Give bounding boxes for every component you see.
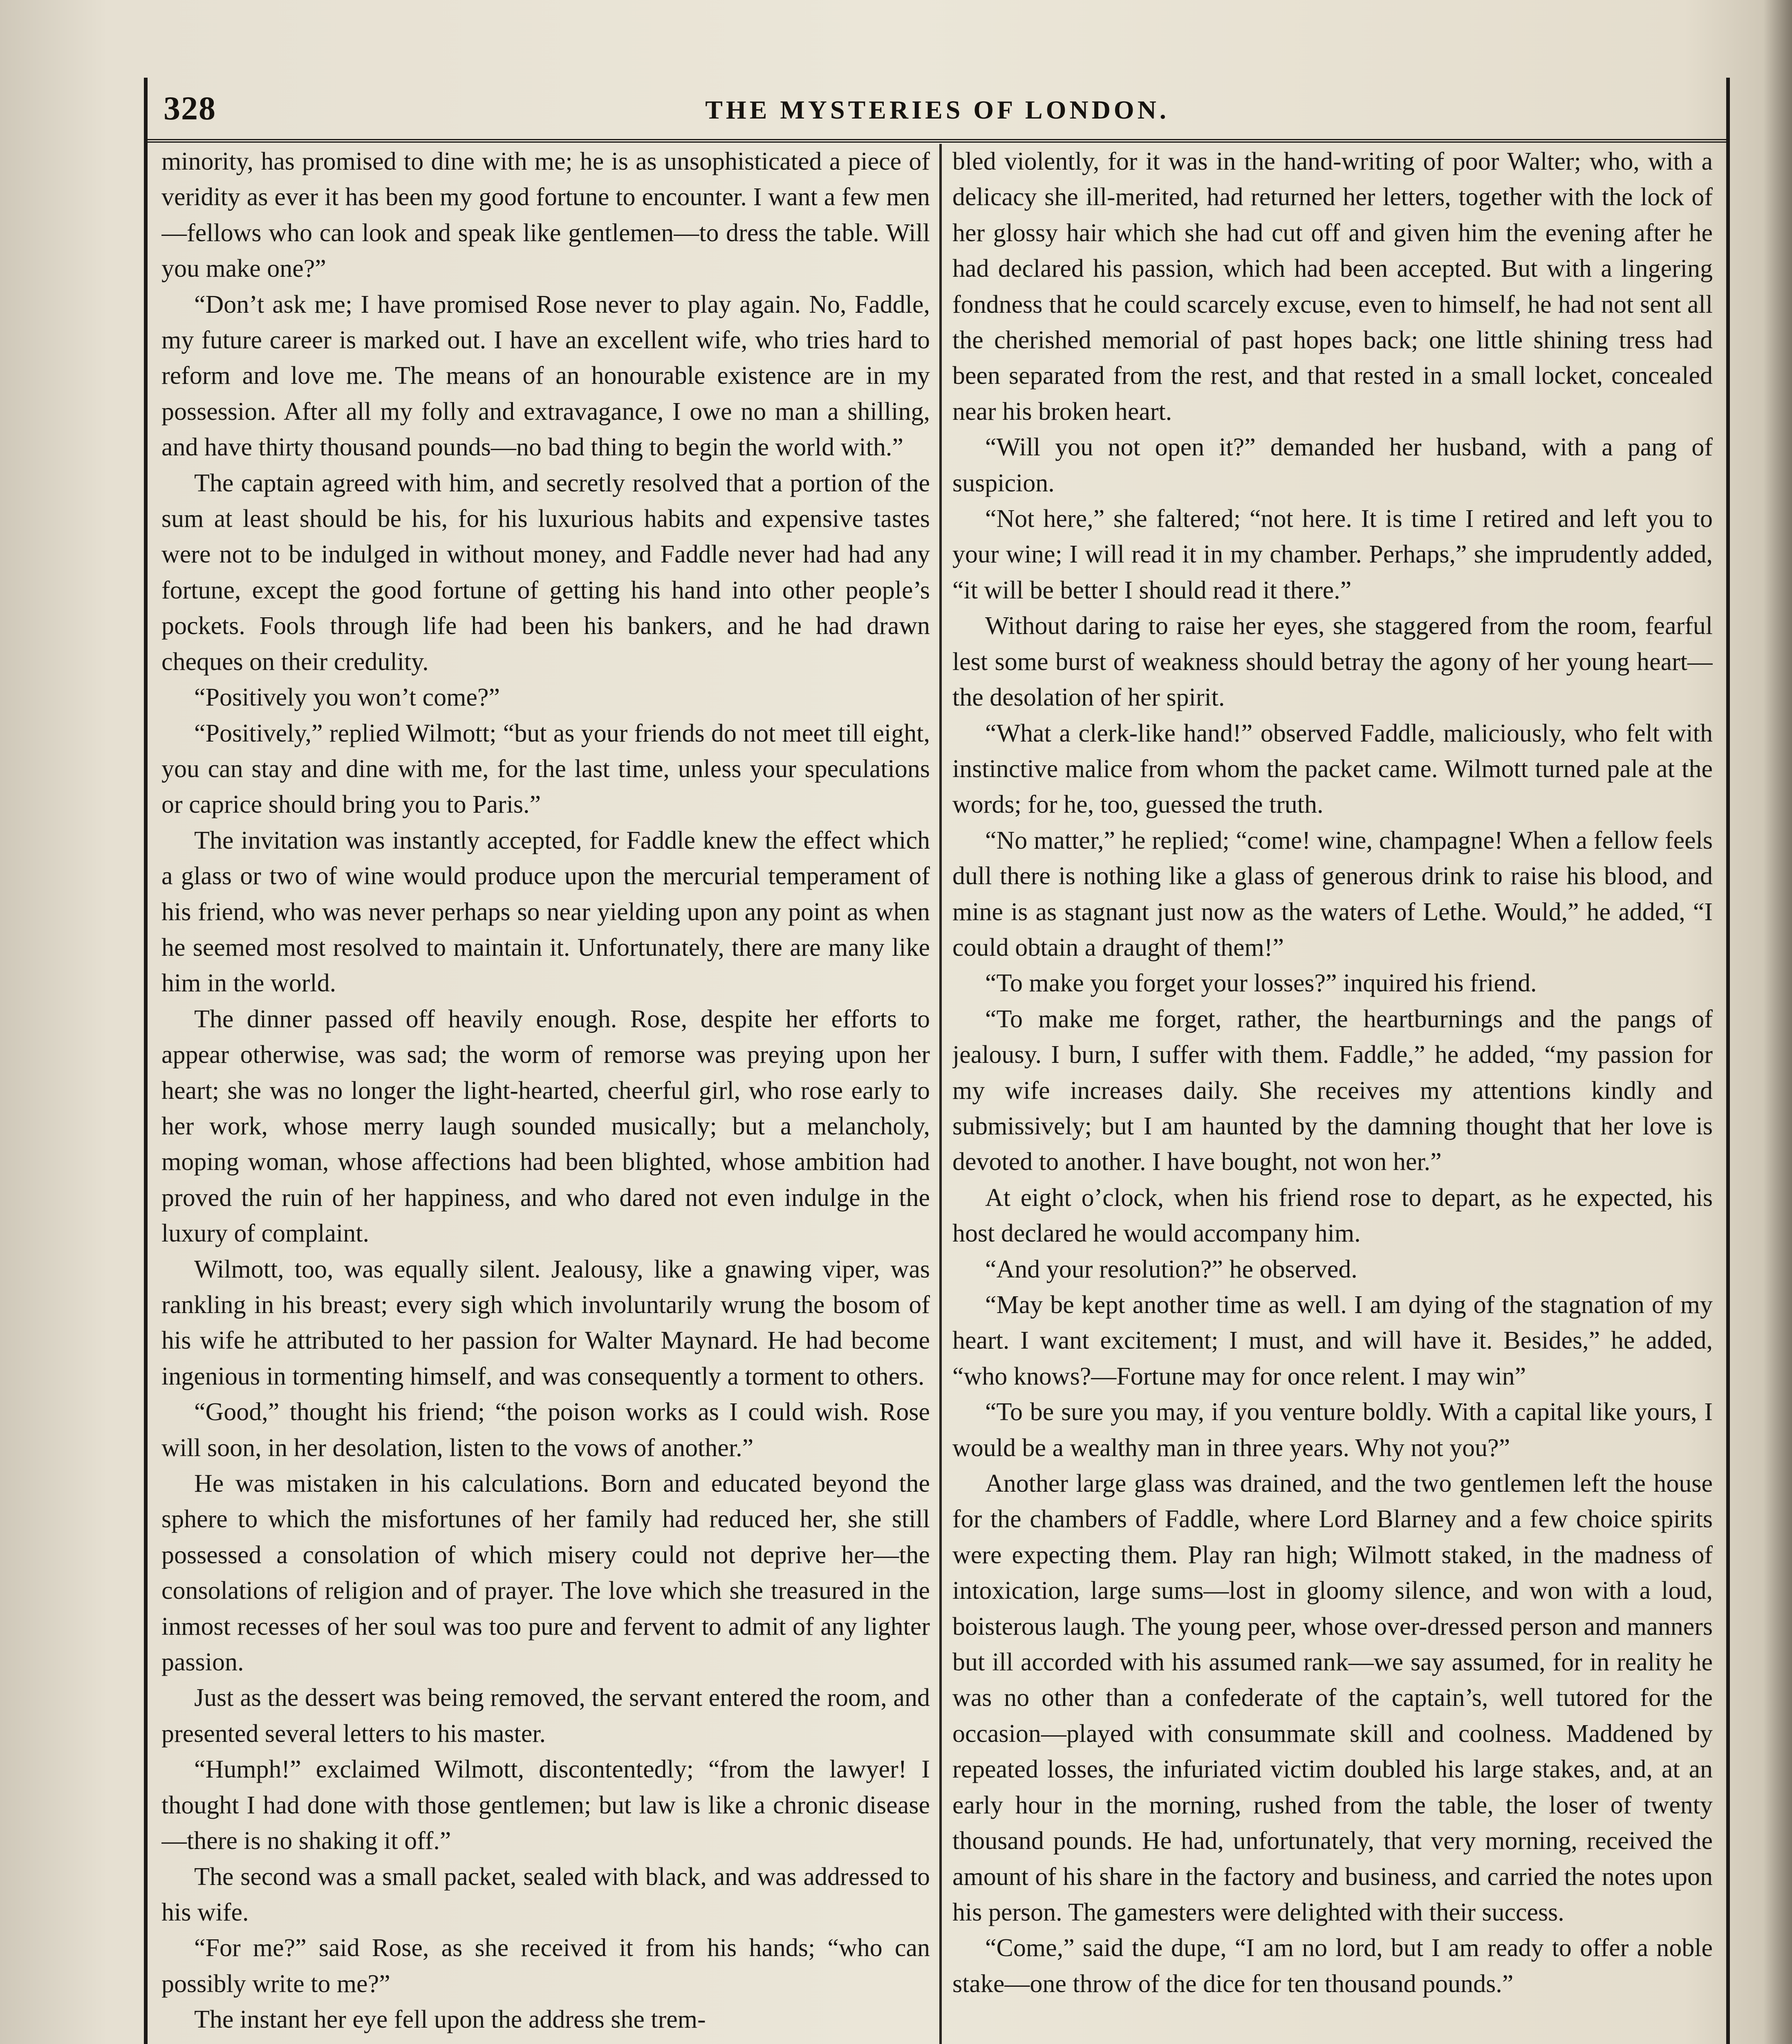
running-title: THE MYSTERIES OF LONDON. <box>705 95 1169 124</box>
paragraph: “Humph!” exclaimed Wilmott, discontentedly; “from the lawyer! I thought I had done with those gentlemen; but law is like a chronic disease—there is no shaking it off.” <box>161 1755 930 1855</box>
paragraph: Another large glass was drained, and the two gentlemen left the house for the chambers of Faddle, where Lord Blarney and a few choice spirits were expecting them. Play ran high; Wilmott staked, in the madness of intoxication, large sums—lost in gloomy silence, and won with a loud, boisterous laugh. The young peer, whose over-dressed person and manners but ill accorded with his assumed rank—we say assumed, for in reality he was no other than a confederate of the captain’s, well tutored for the occasion—played with consummate skill and coolness. Maddened by repeated losses, the infuriated victim doubled his large stakes, and, at an early hour in the morning, rushed from the table, the loser of twenty thousand pounds. He had, unfortunately, that very morning, received the amount of his share in the factory and business, and carried the notes upon his person. The gamesters were delighted with their success. <box>952 1470 1713 1926</box>
paragraph: The dinner passed off heavily enough. Rose, despite her efforts to appear otherwise, was sad; the worm of remorse was preying upon her heart; she was no longer the light-hearted, cheerful girl, who rose early to her work, whose merry laugh sounded musically; but a melancholy, moping woman, whose affections had been blighted, whose ambition had proved the ruin of her happiness, and who dared not even indulge in the luxury of complaint. <box>161 1005 930 1248</box>
paragraph: “Good,” thought his friend; “the poison works as I could wish. Rose will soon, in her desolation, listen to the vows of another.” <box>161 1398 930 1462</box>
paragraph: “To make me forget, rather, the heartburnings and the pangs of jealousy. I burn, I suffer with them. Faddle,” he added, “my passion for my wife increases daily. She receives my attentions kindly and submissively; but I am haunted by the damning thought that her love is devoted to another. I have bought, not won her.” <box>952 1005 1713 1176</box>
paragraph: Without daring to raise her eyes, she staggered from the room, fearful lest some burst of weakness should betray the agony of her young heart—the desolation of her spirit. <box>952 612 1713 712</box>
paragraph: “For me?” said Rose, as she received it from his hands; “who can possibly write to me?” <box>161 1934 930 1998</box>
paragraph: “Not here,” she faltered; “not here. It is time I retired and left you to your wine; I will read it in my chamber. Perhaps,” she imprudently added, “it will be better I should read it there.” <box>952 505 1713 604</box>
paragraph: “To be sure you may, if you venture boldly. With a capital like yours, I would be a wealthy man in three years. Why not you?” <box>952 1398 1713 1462</box>
paragraph: The instant her eye fell upon the address she trem- <box>194 2006 706 2034</box>
paragraph: Wilmott, too, was equally silent. Jealousy, like a gnawing viper, was rankling in his breast; every sigh which involuntarily wrung the bosom of his wife he attributed to her passion for Walter Maynard. He had become ingenious in tormenting himself, and was consequently a torment to others. <box>161 1255 930 1390</box>
column-divider <box>939 144 942 2044</box>
paragraph: “What a clerk-like hand!” observed Faddle, maliciously, who felt with instinctive malice from whom the packet came. Wilmott turned pale at the words; for he, too, guessed the truth. <box>952 719 1713 819</box>
paragraph: “Positively,” replied Wilmott; “but as your friends do not meet till eight, you can stay and dine with me, for the last time, unless your speculations or caprice should bring you to Paris.” <box>161 719 930 819</box>
paragraph: “Will you not open it?” demanded her husband, with a pang of suspicion. <box>952 433 1713 497</box>
paragraph: At eight o’clock, when his friend rose to depart, as he expected, his host declared he would accompany him. <box>952 1183 1713 1248</box>
paragraph: “Don’t ask me; I have promised Rose never to play again. No, Faddle, my future career is marked out. I have an excellent wife, who tries hard to reform and love me. The means of an honourable existence are in my possession. After all my folly and extravagance, I owe no man a shilling, and have thirty thousand pounds—no bad thing to begin the world with.” <box>161 290 930 462</box>
paragraph: “Positively you won’t come?” <box>194 684 500 712</box>
paragraph: “May be kept another time as well. I am dying of the stagnation of my heart. I want excitement; I must, and will have it. Besides,” he added, “who knows?—Fortune may for once relent. I may win” <box>952 1291 1713 1390</box>
page-number: 328 <box>164 90 216 127</box>
paragraph: “No matter,” he replied; “come! wine, champagne! When a fellow feels dull there is nothing like a glass of generous drink to raise his blood, and mine is as stagnant just now as the waters of Lethe. Would,” he added, “I could obtain a draught of them!” <box>952 826 1713 961</box>
page-header <box>147 78 1727 143</box>
paragraph: The captain agreed with him, and secretly resolved that a portion of the sum at least should be his, for his luxurious habits and expensive tastes were not to be indulged in without money, and Faddle never had had any fortune, except the good fortune of getting his hand into other people’s pockets. Fools through life had been his bankers, and he had drawn cheques on their credulity. <box>161 469 930 676</box>
paragraph: Just as the dessert was being removed, the servant entered the room, and presented several letters to his master. <box>161 1684 930 1748</box>
paragraph: He was mistaken in his calculations. Born and educated beyond the sphere to which the misfortunes of her family had reduced her, she still possessed a consolation of which misery could not deprive her—the consolations of religion and of prayer. The love which she treasured in the inmost recesses of her soul was too pure and fervent to admit of any lighter passion. <box>161 1470 930 1676</box>
paragraph: “And your resolution?” he observed. <box>985 1255 1357 1283</box>
paragraph: bled violently, for it was in the hand-writing of poor Walter; who, with a delicacy she ill-merited, had returned her letters, together with the lock of her glossy hair which she had cut off and given him the evening after he had declared his passion, which had been accepted. But with a lingering fondness that he could scarcely excuse, even to himself, he had not sent all the cherished memorial of past hopes back; one little shining tress had been separated from the rest, and that rested in a small locket, concealed near his broken heart. <box>952 148 1713 426</box>
right-text-column <box>952 144 1713 2044</box>
paragraph: The second was a small packet, sealed with black, and was addressed to his wife. <box>161 1862 930 1926</box>
paragraph: minority, has promised to dine with me; he is as unsophisticated a piece of veridity as ever it has been my good fortune to encounter. I want a few men—fellows who can look and speak like gentlemen—to dress the table. Will you make one?” <box>161 148 930 283</box>
paragraph: “To make you forget your losses?” inquired his friend. <box>985 969 1537 997</box>
paragraph: “Come,” said the dupe, “I am no lord, but I am ready to offer a noble stake—one throw of the dice for ten thousand pounds.” <box>952 1934 1713 1998</box>
left-text-column <box>161 144 930 2044</box>
page-spine-shadow <box>1763 0 1792 2044</box>
paragraph: The invitation was instantly accepted, for Faddle knew the effect which a glass or two of wine would produce upon the mercurial temperament of his friend, who was never perhaps so near yielding upon any point as when he seemed most resolved to maintain it. Unfortunately, there are many like him in the world. <box>161 826 930 997</box>
